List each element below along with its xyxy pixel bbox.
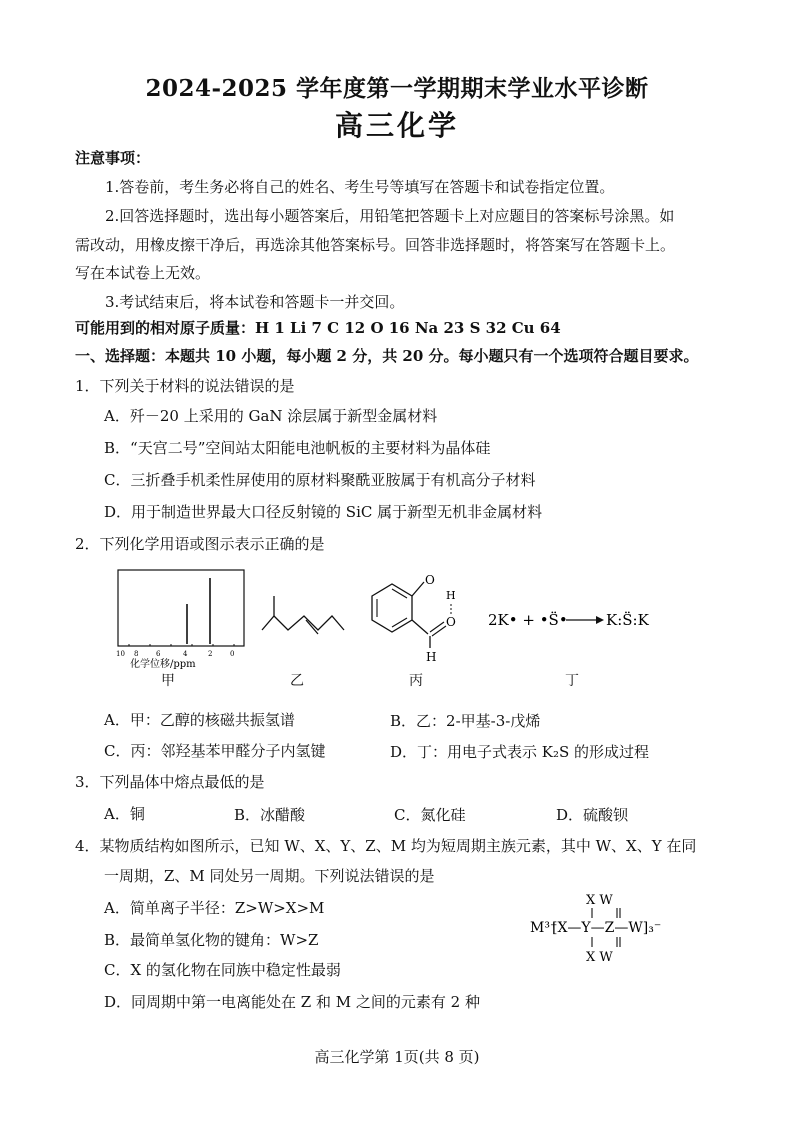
notice-item: 1.答卷前，考生务必将自己的姓名、考生号等填写在答题卡和试卷指定位置。 (105, 178, 615, 196)
structure-body: [X—Y—Z—W]₃⁻ (552, 920, 662, 936)
subject-title: 高三化学 (334, 109, 459, 142)
atom-label: O (446, 615, 456, 629)
tick-label: 0 (230, 650, 235, 658)
option-d: D．硫酸钡 (556, 806, 629, 824)
question-stem: 3．下列晶体中熔点最低的是 (75, 773, 265, 791)
option-a: A．简单离子半径：Z>W>X>M (104, 899, 325, 917)
tick-label: 2 (208, 650, 213, 658)
option-d: D．丁：用电子式表示 K₂S 的形成过程 (390, 743, 650, 761)
caption-bing: 丙 (409, 673, 423, 689)
option-b: B．“天宫二号”空间站太阳能电池帆板的主要材料为晶体硅 (104, 439, 491, 457)
option-c: C．氮化硅 (394, 806, 466, 824)
tick-label: 6 (156, 650, 161, 658)
option-c: C．三折叠手机柔性屏使用的原材料聚酰亚胺属于有机高分子材料 (104, 471, 536, 489)
option-b: B．冰醋酸 (234, 806, 306, 824)
nmr-spectrum-figure (112, 568, 247, 668)
option-d: D．同周期中第一电离能处在 Z 和 M 之间的元素有 2 种 (104, 993, 480, 1011)
question-stem: 2．下列化学用语或图示表示正确的是 (75, 535, 325, 553)
skeletal-formula-figure (258, 592, 348, 642)
structure-cation: M³⁺ (530, 920, 558, 936)
option-b: B．乙：2-甲基-3-戊烯 (390, 712, 541, 730)
notice-item: 2.回答选择题时，选出每小题答案后，用铅笔把答题卡上对应题目的答案标号涂黑。如 (105, 207, 675, 225)
atom-label: H (426, 650, 437, 664)
notice-heading: 注意事项： (75, 149, 151, 167)
tick-label: 10 (116, 650, 125, 658)
tick-label: 4 (183, 650, 188, 658)
option-a: A．铜 (104, 805, 145, 823)
notice-item: 3.考试结束后，将本试卷和答题卡一并交回。 (105, 293, 405, 311)
tick-label: 8 (134, 650, 139, 658)
caption-jia: 甲 (161, 673, 175, 689)
atom-label: O (425, 573, 435, 587)
atom-label: H (446, 589, 456, 602)
option-a: A．歼－20 上采用的 GaN 涂层属于新型金属材料 (104, 407, 438, 425)
structure-figure (530, 888, 680, 966)
option-a: A．甲：乙醇的核磁共振氢谱 (104, 711, 295, 729)
section-heading: 一、选择题：本题共 10 小题，每小题 2 分，共 20 分。每小题只有一个选项符合题目要求。 (75, 347, 699, 365)
option-d: D．用于制造世界最大口径反射镜的 SiC 属于新型无机非金属材料 (104, 503, 543, 521)
caption-ding: 丁 (565, 673, 579, 689)
question-stem: 4．某物质结构如图所示，已知 W、X、Y、Z、M 均为短周期主族元素，其中 W、X、Y 在同 (75, 837, 697, 855)
notice-item: 写在本试卷上无效。 (75, 264, 211, 282)
caption-yi: 乙 (290, 673, 304, 689)
question-stem: 1．下列关于材料的说法错误的是 (75, 377, 295, 395)
page-footer: 高三化学第 1页(共 8 页) (314, 1048, 480, 1066)
question-stem-cont: 一周期，Z、M 同处另一周期。下列说法错误的是 (104, 867, 435, 885)
equation-left: 2K• + •S̈• (488, 611, 568, 629)
axis-label: 化学位移/ppm (130, 659, 196, 670)
structure-top: X W (586, 893, 613, 908)
option-c: C．X 的氢化物在同族中稳定性最弱 (104, 961, 341, 979)
option-b: B．最简单氢化物的键角：W>Z (104, 931, 319, 949)
electron-formula-figure (486, 600, 666, 640)
exam-title: 2024-2025 学年度第一学期期末学业水平诊断 (145, 75, 649, 102)
equation-right: K:S̈:K (606, 611, 649, 629)
atomic-masses: 可能用到的相对原子质量：H 1 Li 7 C 12 O 16 Na 23 S 32 Cu 64 (75, 319, 561, 337)
option-c: C．丙：邻羟基苯甲醛分子内氢键 (104, 742, 326, 760)
notice-item: 需改动，用橡皮擦干净后，再选涂其他答案标号。回答非选择题时，将答案写在答题卡上。 (75, 236, 676, 254)
salicylaldehyde-figure (362, 568, 456, 666)
structure-bottom: X W (586, 950, 613, 965)
